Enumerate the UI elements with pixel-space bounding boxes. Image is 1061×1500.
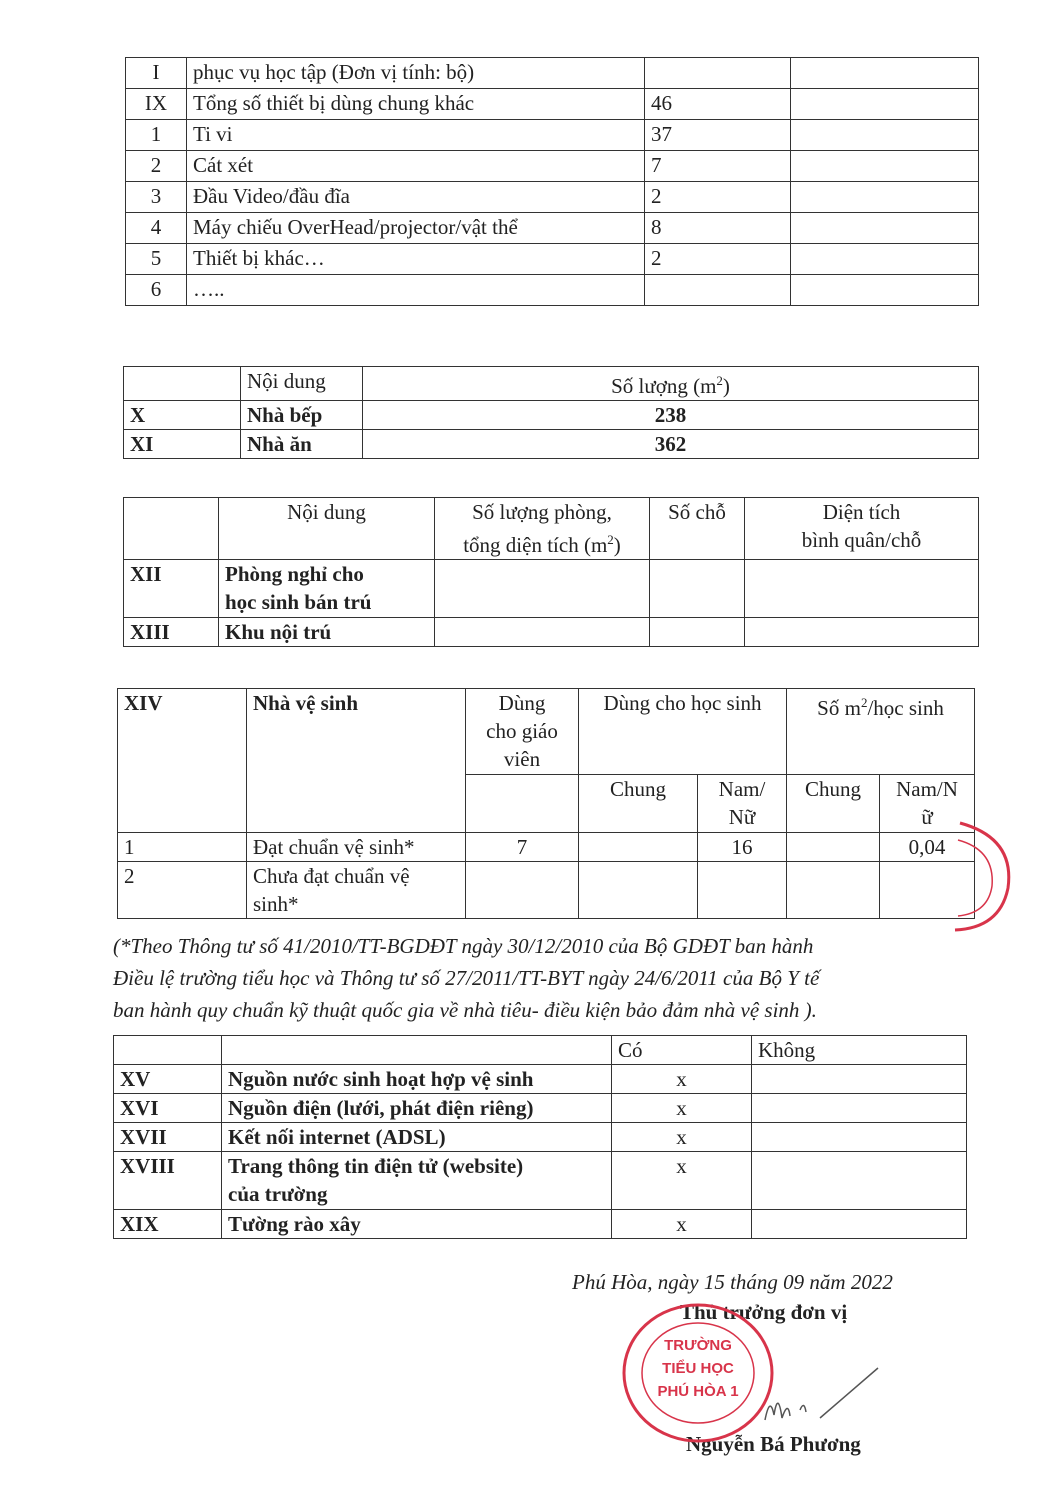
row-name-line-1: Nguồn điện (lưới, phát điện riêng) <box>228 1096 534 1120</box>
row-seats <box>650 618 745 647</box>
header-yes: Có <box>612 1036 752 1065</box>
row-name <box>222 1152 612 1210</box>
row-chung <box>579 862 698 919</box>
row-extra <box>791 89 979 120</box>
row-name-line-2: học sinh bán trú <box>225 590 372 614</box>
header-area: Diện tích bình quân/chỗ <box>745 498 979 560</box>
row-yes: x <box>612 1210 752 1239</box>
row-name-line-1: Nguồn nước sinh hoạt hợp vệ sinh <box>228 1067 534 1091</box>
table-row <box>126 182 979 213</box>
row-rooms <box>435 560 650 618</box>
table-row <box>114 1152 967 1210</box>
row-name: phục vụ học tập (Đơn vị tính: bộ) <box>187 58 645 89</box>
table-row <box>124 430 979 459</box>
facilities-table <box>113 1035 967 1239</box>
signature-date: Phú Hòa, ngày 15 tháng 09 năm 2022 <box>572 1270 893 1294</box>
table-row <box>124 560 979 618</box>
row-name: Đầu Video/đầu đĩa <box>187 182 645 213</box>
row-name: Tổng số thiết bị dùng chung khác <box>187 89 645 120</box>
header-chung: Chung <box>579 775 698 833</box>
row-number: 2 <box>126 151 187 182</box>
partial-seal <box>940 818 1020 938</box>
row-number: I <box>126 58 187 89</box>
row-number: XV <box>114 1065 222 1094</box>
row-number: XVII <box>114 1123 222 1152</box>
svg-text:PHÚ HÒA 1: PHÚ HÒA 1 <box>657 1383 739 1400</box>
svg-text:TIỂU HỌC: TIỂU HỌC <box>662 1360 734 1377</box>
school-seal <box>618 1298 778 1448</box>
row-quantity <box>645 275 791 306</box>
table-row <box>114 1094 967 1123</box>
header-sqm-per-student: Số $m^2$/học sinh <box>787 689 975 775</box>
row-number: IX <box>126 89 187 120</box>
row-yes: x <box>612 1152 752 1210</box>
table-row <box>114 1065 967 1094</box>
row-quantity: 46 <box>645 89 791 120</box>
signature-name: Nguyễn Bá Phương <box>686 1432 861 1456</box>
header-nam-nu-2: Nam/N ữ <box>880 775 975 833</box>
row-number: XIII <box>124 618 219 647</box>
row-nam-nu <box>698 862 787 919</box>
row-name: Thiết bị khác… <box>187 244 645 275</box>
header-quantity: Số lượng $(m^2)$ <box>363 367 979 401</box>
row-quantity: 7 <box>645 151 791 182</box>
row-name: Máy chiếu OverHead/projector/vật thể <box>187 213 645 244</box>
row-number: 1 <box>126 120 187 151</box>
row-name-line-1: Kết nối internet (ADSL) <box>228 1125 446 1149</box>
row-no <box>752 1152 967 1210</box>
row-no <box>752 1123 967 1152</box>
row-area <box>745 618 979 647</box>
row-name-line-1: Tường rào xây <box>228 1212 361 1236</box>
row-yes: x <box>612 1094 752 1123</box>
row-number: XI <box>124 430 241 459</box>
row-extra <box>791 182 979 213</box>
row-yes: x <box>612 1123 752 1152</box>
kitchen-table <box>123 366 979 459</box>
row-name-line-1: Trang thông tin điện tử (website) <box>228 1154 524 1178</box>
row-name-line-1: Chưa đạt chuẩn vệ <box>253 864 410 888</box>
row-quantity: 8 <box>645 213 791 244</box>
row-quantity <box>645 58 791 89</box>
row-extra <box>791 244 979 275</box>
row-rooms <box>435 618 650 647</box>
table-row <box>126 151 979 182</box>
header-seats: Số chỗ <box>650 498 745 560</box>
row-extra <box>791 275 979 306</box>
svg-text:TRƯỜNG: TRƯỜNG <box>664 1337 732 1354</box>
row-teacher: 7 <box>466 833 579 862</box>
row-name <box>222 1210 612 1239</box>
header-chung-2: Chung <box>787 775 880 833</box>
row-extra <box>791 213 979 244</box>
row-quantity: 238 <box>363 401 979 430</box>
row-name: Cát xét <box>187 151 645 182</box>
toilet-number: XIV <box>118 689 247 833</box>
row-quantity: 2 <box>645 182 791 213</box>
table-row <box>124 401 979 430</box>
header-no: Không <box>752 1036 967 1065</box>
row-number: 1 <box>118 833 247 862</box>
table-row <box>126 213 979 244</box>
row-quantity: 37 <box>645 120 791 151</box>
row-chung-2 <box>787 862 880 919</box>
row-number: XVIII <box>114 1152 222 1210</box>
row-number: X <box>124 401 241 430</box>
table-row <box>126 275 979 306</box>
boarding-table <box>123 497 979 647</box>
table-row <box>114 1210 967 1239</box>
row-name <box>219 618 435 647</box>
row-extra <box>791 58 979 89</box>
row-name-line-1: Phòng nghỉ cho <box>225 562 364 586</box>
header-nam-nu: Nam/ Nữ <box>698 775 787 833</box>
table-row <box>126 89 979 120</box>
row-chung-2 <box>787 833 880 862</box>
table-row <box>124 618 979 647</box>
row-name <box>222 1094 612 1123</box>
header-rooms: Số lượng phòng, tổng diện tích $(m^2)$ <box>435 498 650 560</box>
row-number: 4 <box>126 213 187 244</box>
table-row <box>118 862 975 919</box>
equipment-table <box>125 57 979 306</box>
header-students: Dùng cho học sinh <box>579 689 787 775</box>
row-name: Ti vi <box>187 120 645 151</box>
row-nam-nu: 16 <box>698 833 787 862</box>
row-name: Nhà ăn <box>241 430 363 459</box>
row-name-line-1: Đạt chuẩn vệ sinh* <box>253 835 415 859</box>
row-quantity: 2 <box>645 244 791 275</box>
row-yes: x <box>612 1065 752 1094</box>
row-name <box>219 560 435 618</box>
row-number: XII <box>124 560 219 618</box>
header-teacher: Dùng cho giáo viên <box>466 689 579 775</box>
row-number: 3 <box>126 182 187 213</box>
table-row <box>126 58 979 89</box>
row-teacher <box>466 862 579 919</box>
signature-title: Thủ trưởng đơn vị <box>680 1300 848 1324</box>
toilet-title: Nhà vệ sinh <box>247 689 466 833</box>
table-row <box>126 244 979 275</box>
row-name <box>247 862 466 919</box>
row-chung <box>579 833 698 862</box>
row-name-line-2: sinh* <box>253 892 299 916</box>
row-nam-nu-2: 0,04 <box>880 833 975 862</box>
row-quantity: 362 <box>363 430 979 459</box>
row-number: 2 <box>118 862 247 919</box>
row-number: 5 <box>126 244 187 275</box>
row-name: ….. <box>187 275 645 306</box>
table-row <box>114 1123 967 1152</box>
table-row <box>118 833 975 862</box>
signature-scribble-icon <box>760 1360 890 1440</box>
row-area <box>745 560 979 618</box>
row-name <box>247 833 466 862</box>
table-row <box>126 120 979 151</box>
toilet-table <box>117 688 975 919</box>
footnote: (*Theo Thông tư số 41/2010/TT-BGDĐT ngày 30/12/2010 của Bộ GDĐT ban hành Điều lệ trường tiểu học và Thông tư số 27/2011/TT-BYT ngày 24/6/2011 của Bộ Y tế ban hành quy chuẩn kỹ thuật quốc gia về nhà tiêu- điều kiện bảo đảm nhà vệ sinh ). <box>113 934 820 1022</box>
row-number: XIX <box>114 1210 222 1239</box>
row-extra <box>791 120 979 151</box>
row-name <box>222 1123 612 1152</box>
row-no <box>752 1210 967 1239</box>
row-no <box>752 1094 967 1123</box>
row-number: 6 <box>126 275 187 306</box>
row-number: XVI <box>114 1094 222 1123</box>
header-content: Nội dung <box>241 367 363 401</box>
row-no <box>752 1065 967 1094</box>
row-name <box>222 1065 612 1094</box>
header-content: Nội dung <box>219 498 435 560</box>
row-name-line-2: của trường <box>228 1182 328 1206</box>
row-name-line-1: Khu nội trú <box>225 620 332 644</box>
row-extra <box>791 151 979 182</box>
row-name: Nhà bếp <box>241 401 363 430</box>
row-seats <box>650 560 745 618</box>
